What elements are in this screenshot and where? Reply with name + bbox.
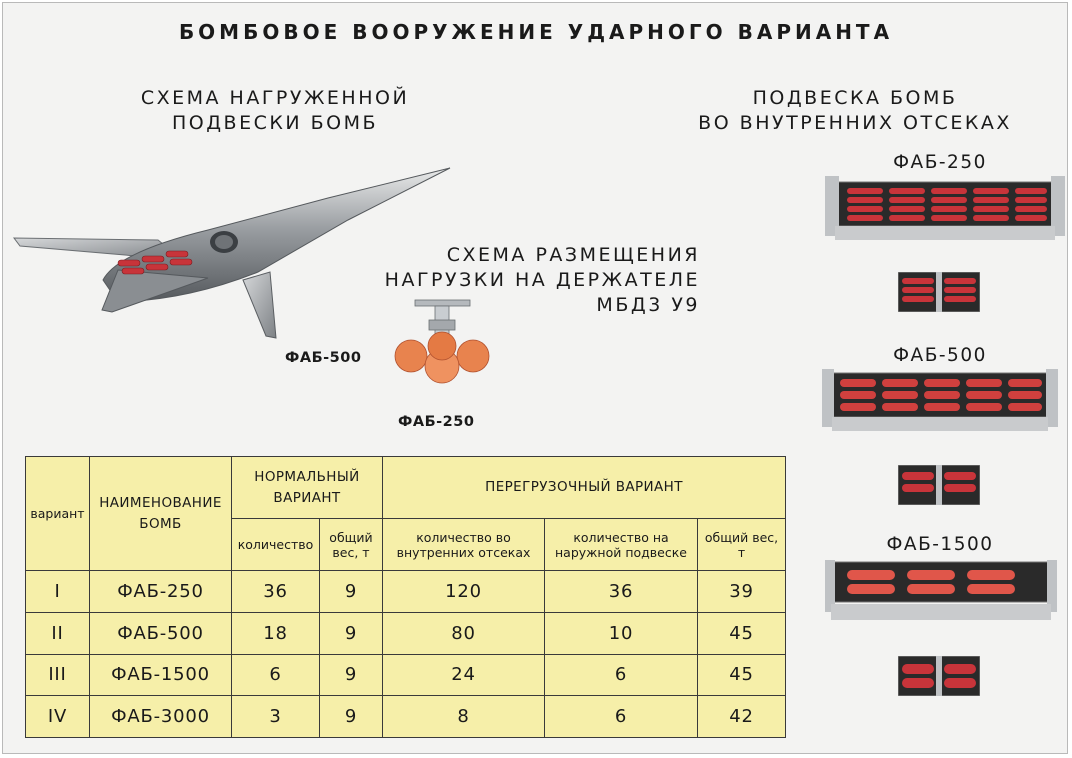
header-normal-weight: общий вес, т: [320, 519, 383, 571]
fab500-callout: ФАБ-500: [285, 350, 362, 366]
bay-fab1500-image: [825, 560, 1057, 626]
cell-bomb-name: ФАБ-500: [90, 612, 232, 654]
cell-external: 10: [545, 612, 698, 654]
cell-internal: 80: [383, 612, 545, 654]
header-normal-variant: НОРМАЛЬНЫЙ ВАРИАНТ: [232, 457, 383, 519]
cell-weight: 9: [320, 654, 383, 696]
cell-variant: III: [26, 654, 90, 696]
cell-total: 42: [698, 696, 786, 738]
table-row: [26, 654, 786, 696]
cell-bomb-name: ФАБ-250: [90, 571, 232, 613]
cell-total: 45: [698, 654, 786, 696]
fab250-callout: ФАБ-250: [398, 414, 475, 430]
cell-count: 3: [232, 696, 320, 738]
header-internal-count: количество во внутренних отсеках: [383, 519, 545, 571]
bay-label-fab500: ФАБ-500: [893, 345, 987, 366]
cell-count: 6: [232, 654, 320, 696]
table-row: [26, 612, 786, 654]
cell-weight: 9: [320, 612, 383, 654]
header-variant: вариант: [26, 457, 90, 571]
cell-external: 6: [545, 696, 698, 738]
bay-fab250-image: [825, 176, 1065, 244]
cell-variant: II: [26, 612, 90, 654]
cell-variant: IV: [26, 696, 90, 738]
cell-weight: 9: [320, 571, 383, 613]
header-bomb-name: НАИМЕНОВАНИЕ БОМБ: [90, 457, 232, 571]
header-normal-count: количество: [232, 519, 320, 571]
cell-internal: 120: [383, 571, 545, 613]
bomb-holder-illustration: [385, 298, 500, 393]
cell-count: 18: [232, 612, 320, 654]
cell-bomb-name: ФАБ-1500: [90, 654, 232, 696]
bay-label-fab250: ФАБ-250: [893, 152, 987, 173]
page-title: БОМБОВОЕ ВООРУЖЕНИЕ УДАРНОГО ВАРИАНТА: [178, 20, 894, 44]
cell-count: 36: [232, 571, 320, 613]
bay-label-fab1500: ФАБ-1500: [886, 534, 994, 555]
cell-external: 36: [545, 571, 698, 613]
header-overload-variant: ПЕРЕГРУЗОЧНЫЙ ВАРИАНТ: [383, 457, 786, 519]
bay-fab500-image: [822, 369, 1058, 435]
internal-bays-heading: ПОДВЕСКА БОМБ ВО ВНУТРЕННИХ ОТСЕКАХ: [698, 87, 1012, 134]
bay-fab1500-detail: [898, 656, 980, 696]
cell-total: 45: [698, 612, 786, 654]
bomb-loadout-table: [25, 456, 786, 738]
cell-internal: 24: [383, 654, 545, 696]
table-header-row: [26, 457, 786, 519]
cell-internal: 8: [383, 696, 545, 738]
loaded-suspension-heading: СХЕМА НАГРУЖЕННОЙ ПОДВЕСКИ БОМБ: [140, 87, 410, 134]
table-row: [26, 571, 786, 613]
cell-bomb-name: ФАБ-3000: [90, 696, 232, 738]
header-overload-weight: общий вес, т: [698, 519, 786, 571]
holder-placement-heading: СХЕМА РАЗМЕЩЕНИЯ НАГРУЗКИ НА ДЕРЖАТЕЛЕ МБД3 У9: [384, 244, 700, 316]
bay-fab250-detail: [898, 272, 980, 312]
table-row: [26, 696, 786, 738]
cell-external: 6: [545, 654, 698, 696]
cell-total: 39: [698, 571, 786, 613]
cell-weight: 9: [320, 696, 383, 738]
bay-fab500-detail: [898, 465, 980, 505]
header-external-count: количество на наружной подвеске: [545, 519, 698, 571]
cell-variant: I: [26, 571, 90, 613]
